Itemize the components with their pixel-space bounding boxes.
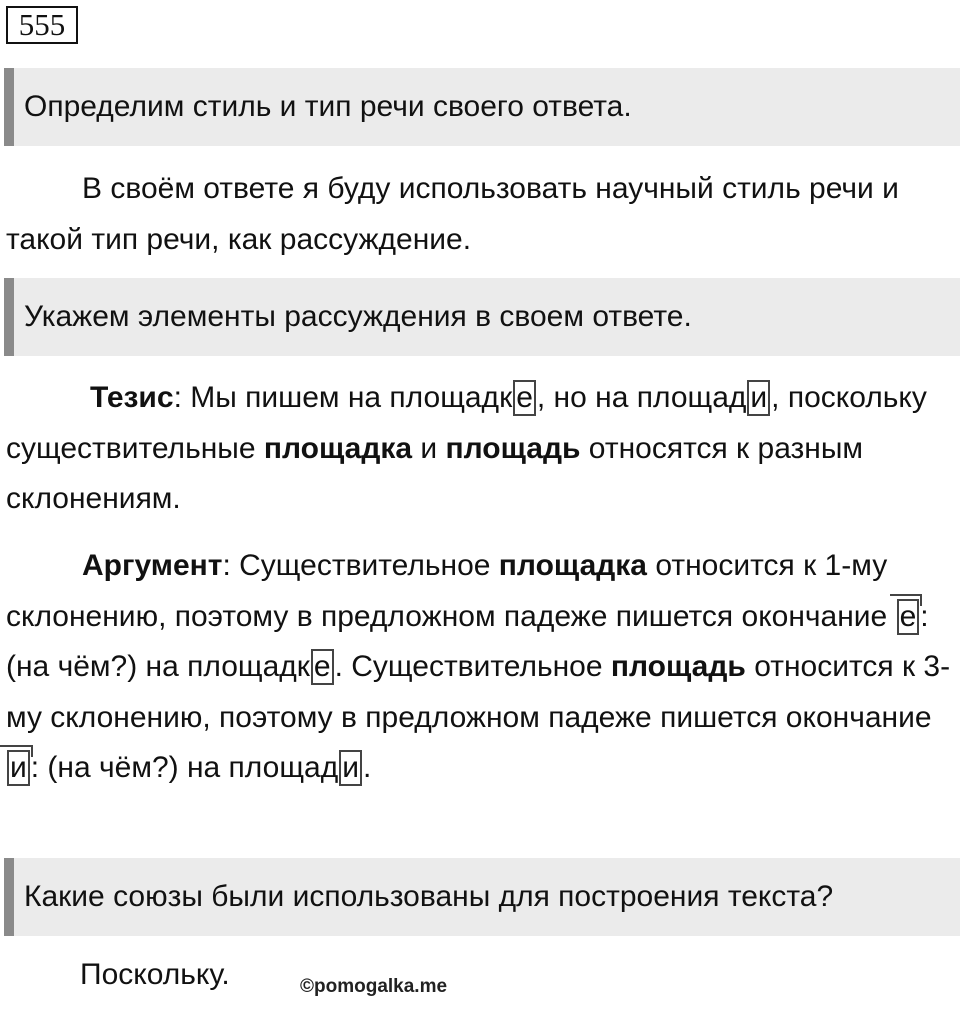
- thesis-word-1: площадка: [263, 431, 413, 465]
- ending-mark: [896, 592, 921, 643]
- question-elements-text: Укажем элементы рассуждения в своем ответе.: [24, 300, 692, 333]
- question-conjunctions: [4, 858, 960, 936]
- question-conjunctions-text: Какие союзы были использованы для построения текста?: [24, 880, 834, 913]
- question-elements: [4, 278, 960, 356]
- question-style-type-text: Определим стиль и тип речи своего ответа.: [24, 90, 632, 123]
- ending-box: е: [897, 599, 920, 635]
- thesis-text-3: , поскольку существительные: [6, 381, 927, 465]
- argument-text-1: : Существительное: [222, 549, 499, 582]
- argument-paragraph: [6, 541, 956, 794]
- ending-box: е: [513, 380, 536, 416]
- ending-box: и: [339, 750, 362, 786]
- ending-box: и: [747, 380, 770, 416]
- question-style-type: [4, 68, 960, 146]
- ending-box: е: [311, 649, 334, 685]
- answer-conjunctions: Поскольку.: [80, 958, 230, 991]
- argument-text-2: относится к 1-му склонению, поэтому в предложном падеже пишется окончание: [6, 549, 896, 633]
- argument-text-6: : (на чём?) на площад: [30, 751, 339, 784]
- ending-mark: [6, 743, 31, 794]
- argument-text-4: . Существительное: [334, 650, 611, 683]
- thesis-word-2: площадь: [445, 431, 581, 465]
- thesis-text-5: относятся к разным склонениям.: [6, 431, 864, 515]
- ending-box: и: [7, 750, 30, 786]
- argument-text-3: : (на чём?) на площадк: [6, 599, 929, 683]
- argument-text-5: относится к 3-му склонению, поэтому в предложном падеже пишется окончание: [6, 650, 951, 734]
- thesis-paragraph: [6, 373, 956, 525]
- thesis-label: Тезис: [90, 381, 174, 414]
- thesis-text-4: и: [412, 431, 446, 465]
- argument-label: Аргумент: [82, 549, 223, 582]
- watermark: ©pomogalka.me: [300, 976, 448, 997]
- answer-style-type: В своём ответе я буду использовать научный стиль речи и такой тип речи, как рассуждение.: [6, 172, 899, 256]
- thesis-text-2: , но на площад: [536, 381, 747, 414]
- argument-text-7: .: [362, 751, 372, 784]
- exercise-number: 555: [6, 6, 78, 44]
- thesis-text-1: : Мы пишем на площадк: [173, 381, 513, 414]
- argument-word-1: площадка: [498, 549, 647, 582]
- argument-word-2: площадь: [610, 650, 746, 683]
